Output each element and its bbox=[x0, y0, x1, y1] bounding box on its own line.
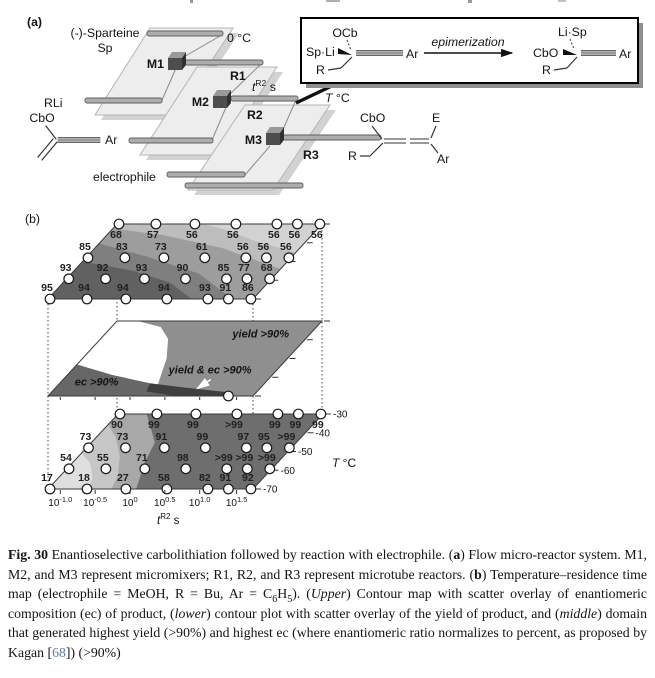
data-point-value: 93 bbox=[199, 282, 211, 294]
data-point-marker bbox=[284, 253, 294, 263]
data-point-value: 54 bbox=[60, 451, 72, 464]
data-point-value: 83 bbox=[116, 240, 128, 253]
data-point-value: 92 bbox=[242, 472, 254, 484]
data-point-marker bbox=[162, 294, 172, 304]
data-point-value: 94 bbox=[78, 282, 90, 294]
data-point-value: >99 bbox=[257, 451, 276, 464]
data-point-value: 91 bbox=[155, 430, 168, 443]
rli-label: RLi bbox=[44, 96, 63, 110]
data-point-value: 91 bbox=[219, 472, 232, 484]
data-point-value: 71 bbox=[135, 451, 148, 464]
data-point-value: 58 bbox=[158, 472, 170, 484]
y-tick-label: -60 bbox=[280, 465, 295, 477]
inset-left-ar-label: Ar bbox=[406, 47, 419, 61]
data-point-marker bbox=[203, 484, 213, 494]
product-cbo-label: CbO bbox=[360, 111, 386, 125]
reactor-r2-label: R2 bbox=[247, 108, 263, 122]
y-tick-label: -40 bbox=[315, 428, 330, 440]
data-point-value: 99 bbox=[148, 419, 160, 431]
data-point-value: 68 bbox=[110, 229, 122, 241]
data-point-value: >99 bbox=[235, 451, 254, 464]
y-tick-label: -50 bbox=[298, 447, 313, 458]
product-e-label: E bbox=[432, 111, 441, 125]
product-r-label: R bbox=[348, 149, 357, 163]
electrophile-label: electrophile bbox=[93, 170, 156, 184]
data-point-value: >99 bbox=[224, 419, 243, 431]
data-point-value: 57 bbox=[147, 229, 159, 241]
data-point-value: 92 bbox=[96, 261, 109, 274]
domain-label-both: yield & ec >90% bbox=[168, 364, 252, 377]
panel-b bbox=[25, 212, 356, 527]
epimerization-label: epimerization bbox=[431, 35, 505, 49]
data-point-value: 90 bbox=[111, 419, 123, 431]
data-point-marker bbox=[120, 253, 130, 263]
data-point-marker bbox=[190, 219, 200, 229]
data-point-value: 85 bbox=[79, 240, 91, 253]
x-tick-label: $10^{0.5}$ bbox=[154, 495, 176, 509]
data-point-value: 27 bbox=[117, 472, 129, 484]
substrate-ar-label: Ar bbox=[105, 133, 118, 147]
rli-inlet-tube bbox=[85, 98, 162, 103]
reactor-r2-tube bbox=[231, 96, 298, 101]
data-point-value: 90 bbox=[176, 261, 189, 274]
x-axis-title: $t^{R2}$ s bbox=[157, 512, 180, 527]
x-tick-label: $10^{-1.0}$ bbox=[48, 495, 73, 509]
data-point-marker bbox=[273, 409, 283, 419]
data-point-value: 56 bbox=[280, 240, 292, 253]
data-point-marker bbox=[265, 274, 275, 284]
sparteine-label: (-)-Sparteine bbox=[70, 26, 140, 40]
x-tick-label: $10^{1.5}$ bbox=[225, 495, 248, 509]
y-tick-label: -70 bbox=[263, 484, 278, 496]
mixer-m3-icon bbox=[266, 127, 284, 145]
reactor-r1-tube bbox=[185, 60, 263, 65]
mixer-m2-icon bbox=[213, 90, 231, 108]
data-point-value: 94 bbox=[158, 282, 170, 294]
data-point-marker bbox=[203, 294, 213, 304]
product-ar-label: Ar bbox=[437, 152, 450, 166]
data-point-value: 73 bbox=[116, 430, 129, 443]
data-point-marker bbox=[45, 294, 55, 304]
data-point-marker bbox=[84, 443, 94, 453]
data-point-value: 56 bbox=[268, 229, 280, 241]
data-point-marker bbox=[159, 253, 169, 263]
data-point-value: >99 bbox=[277, 430, 296, 443]
data-point-marker bbox=[200, 253, 210, 263]
data-point-marker bbox=[224, 294, 234, 304]
mixer-m3-label: M3 bbox=[244, 133, 262, 147]
data-point-marker bbox=[121, 443, 131, 453]
data-point-marker bbox=[293, 219, 303, 229]
epimerization-inset bbox=[301, 18, 643, 88]
data-point-value: 56 bbox=[311, 229, 323, 241]
figure-caption: Fig. 30 Enantioselective carbolithiation followed by reaction with electrophile. (a) Flow micro-reactor system. M1, M2, and M3 represent micromixers; R1, R2, and R3 represent microtube reactors. (b) Temperature–residence time map (electrophile = MeOH, R = Bu, $Ar = C_6H_5$). (Upper) Contour map with scatter overlay of enantiomeric composition (ec) of product, (lower) contour plot with scatter overlay of the yield of product, and (middle) domain that generated highest yield (>90%) and highest ec (where enantiomeric ratio normalizes to percent, as proposed by Kagan [68]) (>90%) bbox=[8, 547, 648, 660]
panel-a-label: (a) bbox=[27, 15, 43, 29]
data-point-value: 97 bbox=[237, 430, 250, 443]
data-point-marker bbox=[294, 409, 304, 419]
data-point-value: 99 bbox=[289, 419, 302, 431]
domain-label-yield: yield >90% bbox=[232, 328, 289, 341]
data-point-marker bbox=[246, 484, 256, 494]
sparteine-abbrev: Sp bbox=[97, 41, 113, 55]
outlet-tube bbox=[185, 183, 303, 188]
data-point-marker bbox=[272, 219, 282, 229]
inset-spli-label: Sp·Li bbox=[306, 45, 335, 59]
data-point-value: 99 bbox=[196, 430, 209, 443]
data-point-value: 93 bbox=[59, 261, 72, 274]
electrophile-inlet-tube bbox=[167, 172, 245, 177]
cropped-text-fragment bbox=[190, 0, 566, 3]
data-point-value: 77 bbox=[238, 261, 250, 274]
data-point-marker bbox=[140, 464, 150, 474]
data-point-marker bbox=[83, 253, 93, 263]
data-point-value: 86 bbox=[242, 282, 254, 294]
data-point-value: 99 bbox=[187, 419, 199, 431]
x-tick-label: $10^{-0.5}$ bbox=[83, 495, 108, 509]
data-point-value: 95 bbox=[41, 282, 53, 294]
data-point-marker bbox=[160, 443, 170, 453]
substrate-cbo-label: CbO bbox=[29, 111, 55, 125]
data-point-marker bbox=[115, 409, 125, 419]
temperature-residence-time-map bbox=[41, 219, 356, 527]
data-point-marker bbox=[232, 409, 242, 419]
domain-label-ec: ec >90% bbox=[74, 376, 119, 389]
mixer-m1-icon bbox=[168, 52, 186, 70]
data-point-value: 73 bbox=[155, 240, 167, 253]
reactor-r3-tube bbox=[283, 135, 381, 140]
data-point-value: 56 bbox=[227, 229, 239, 241]
data-point-marker bbox=[224, 484, 234, 494]
data-point-value: 56 bbox=[257, 240, 270, 253]
inset-lisp-label: Li·Sp bbox=[558, 25, 587, 39]
data-point-value: 56 bbox=[186, 229, 198, 241]
data-point-marker bbox=[121, 294, 131, 304]
data-point-value: 94 bbox=[117, 282, 129, 294]
y-axis-title: T °C bbox=[332, 456, 357, 470]
reference-link-68[interactable]: 68 bbox=[52, 644, 66, 660]
data-point-marker bbox=[191, 409, 201, 419]
temp-0c-label: 0 °C bbox=[227, 31, 252, 45]
data-point-value: 95 bbox=[258, 430, 270, 443]
panel-a bbox=[27, 15, 643, 195]
substrate-inlet-tube bbox=[129, 138, 213, 143]
data-point-marker bbox=[101, 274, 111, 284]
temp-T-label: T °C bbox=[325, 91, 350, 105]
data-point-value: 61 bbox=[195, 240, 208, 253]
reactor-r3-label: R3 bbox=[303, 148, 319, 162]
y-tick-label: -30 bbox=[333, 409, 348, 421]
data-point-marker bbox=[64, 274, 74, 284]
data-point-marker bbox=[201, 443, 211, 453]
data-point-value: 68 bbox=[260, 261, 273, 274]
panel-b-label: (b) bbox=[25, 212, 41, 226]
data-point-marker bbox=[315, 219, 325, 229]
data-point-marker bbox=[162, 484, 172, 494]
data-point-value: 93 bbox=[135, 261, 148, 274]
data-point-value: 56 bbox=[237, 240, 249, 253]
data-point-value: 18 bbox=[78, 472, 90, 484]
data-point-marker bbox=[246, 294, 256, 304]
data-point-value: >99 bbox=[214, 451, 233, 464]
data-point-value: 73 bbox=[79, 430, 92, 443]
data-point-value: 99 bbox=[269, 419, 281, 431]
data-point-value: 56 bbox=[288, 229, 301, 241]
data-point-marker bbox=[152, 409, 162, 419]
mixer-m2-label: M2 bbox=[191, 95, 209, 109]
inset-left-r-label: R bbox=[316, 63, 325, 77]
inset-cbo-label: CbO bbox=[533, 46, 559, 60]
data-point-value: 85 bbox=[217, 261, 230, 274]
data-point-marker bbox=[101, 464, 111, 474]
data-point-marker bbox=[114, 219, 124, 229]
reactor-r1-label: R1 bbox=[230, 69, 246, 83]
inset-right-ar-label: Ar bbox=[619, 47, 632, 61]
data-point-value: 82 bbox=[199, 472, 211, 484]
x-tick-label: $10^{1.0}$ bbox=[188, 495, 211, 509]
x-tick-label: $10^0$ bbox=[122, 495, 138, 509]
inset-right-r-label: R bbox=[542, 63, 551, 77]
mixer-m1-label: M1 bbox=[146, 57, 164, 71]
sparteine-inlet-tube bbox=[147, 31, 223, 36]
data-point-marker bbox=[181, 464, 191, 474]
data-point-marker bbox=[181, 274, 191, 284]
inset-ocb-label: OCb bbox=[332, 26, 358, 40]
data-point-value: 91 bbox=[219, 282, 232, 294]
data-point-marker bbox=[140, 274, 150, 284]
data-point-marker bbox=[265, 464, 275, 474]
data-point-marker bbox=[82, 294, 92, 304]
data-point-value: 17 bbox=[41, 472, 53, 484]
data-point-value: 55 bbox=[97, 451, 109, 464]
residence-time-label: $t^{R2}$ s bbox=[252, 78, 276, 94]
data-point-marker bbox=[82, 484, 92, 494]
data-point-marker bbox=[231, 219, 241, 229]
data-point-marker bbox=[45, 484, 55, 494]
data-point-marker bbox=[285, 443, 295, 453]
data-point-marker bbox=[64, 464, 74, 474]
data-point-marker bbox=[316, 409, 326, 419]
data-point-value: 98 bbox=[176, 451, 189, 464]
data-point-marker bbox=[121, 484, 131, 494]
data-point-value: 99 bbox=[312, 419, 324, 431]
optimum-point-marker bbox=[224, 391, 234, 401]
data-point-marker bbox=[151, 219, 161, 229]
